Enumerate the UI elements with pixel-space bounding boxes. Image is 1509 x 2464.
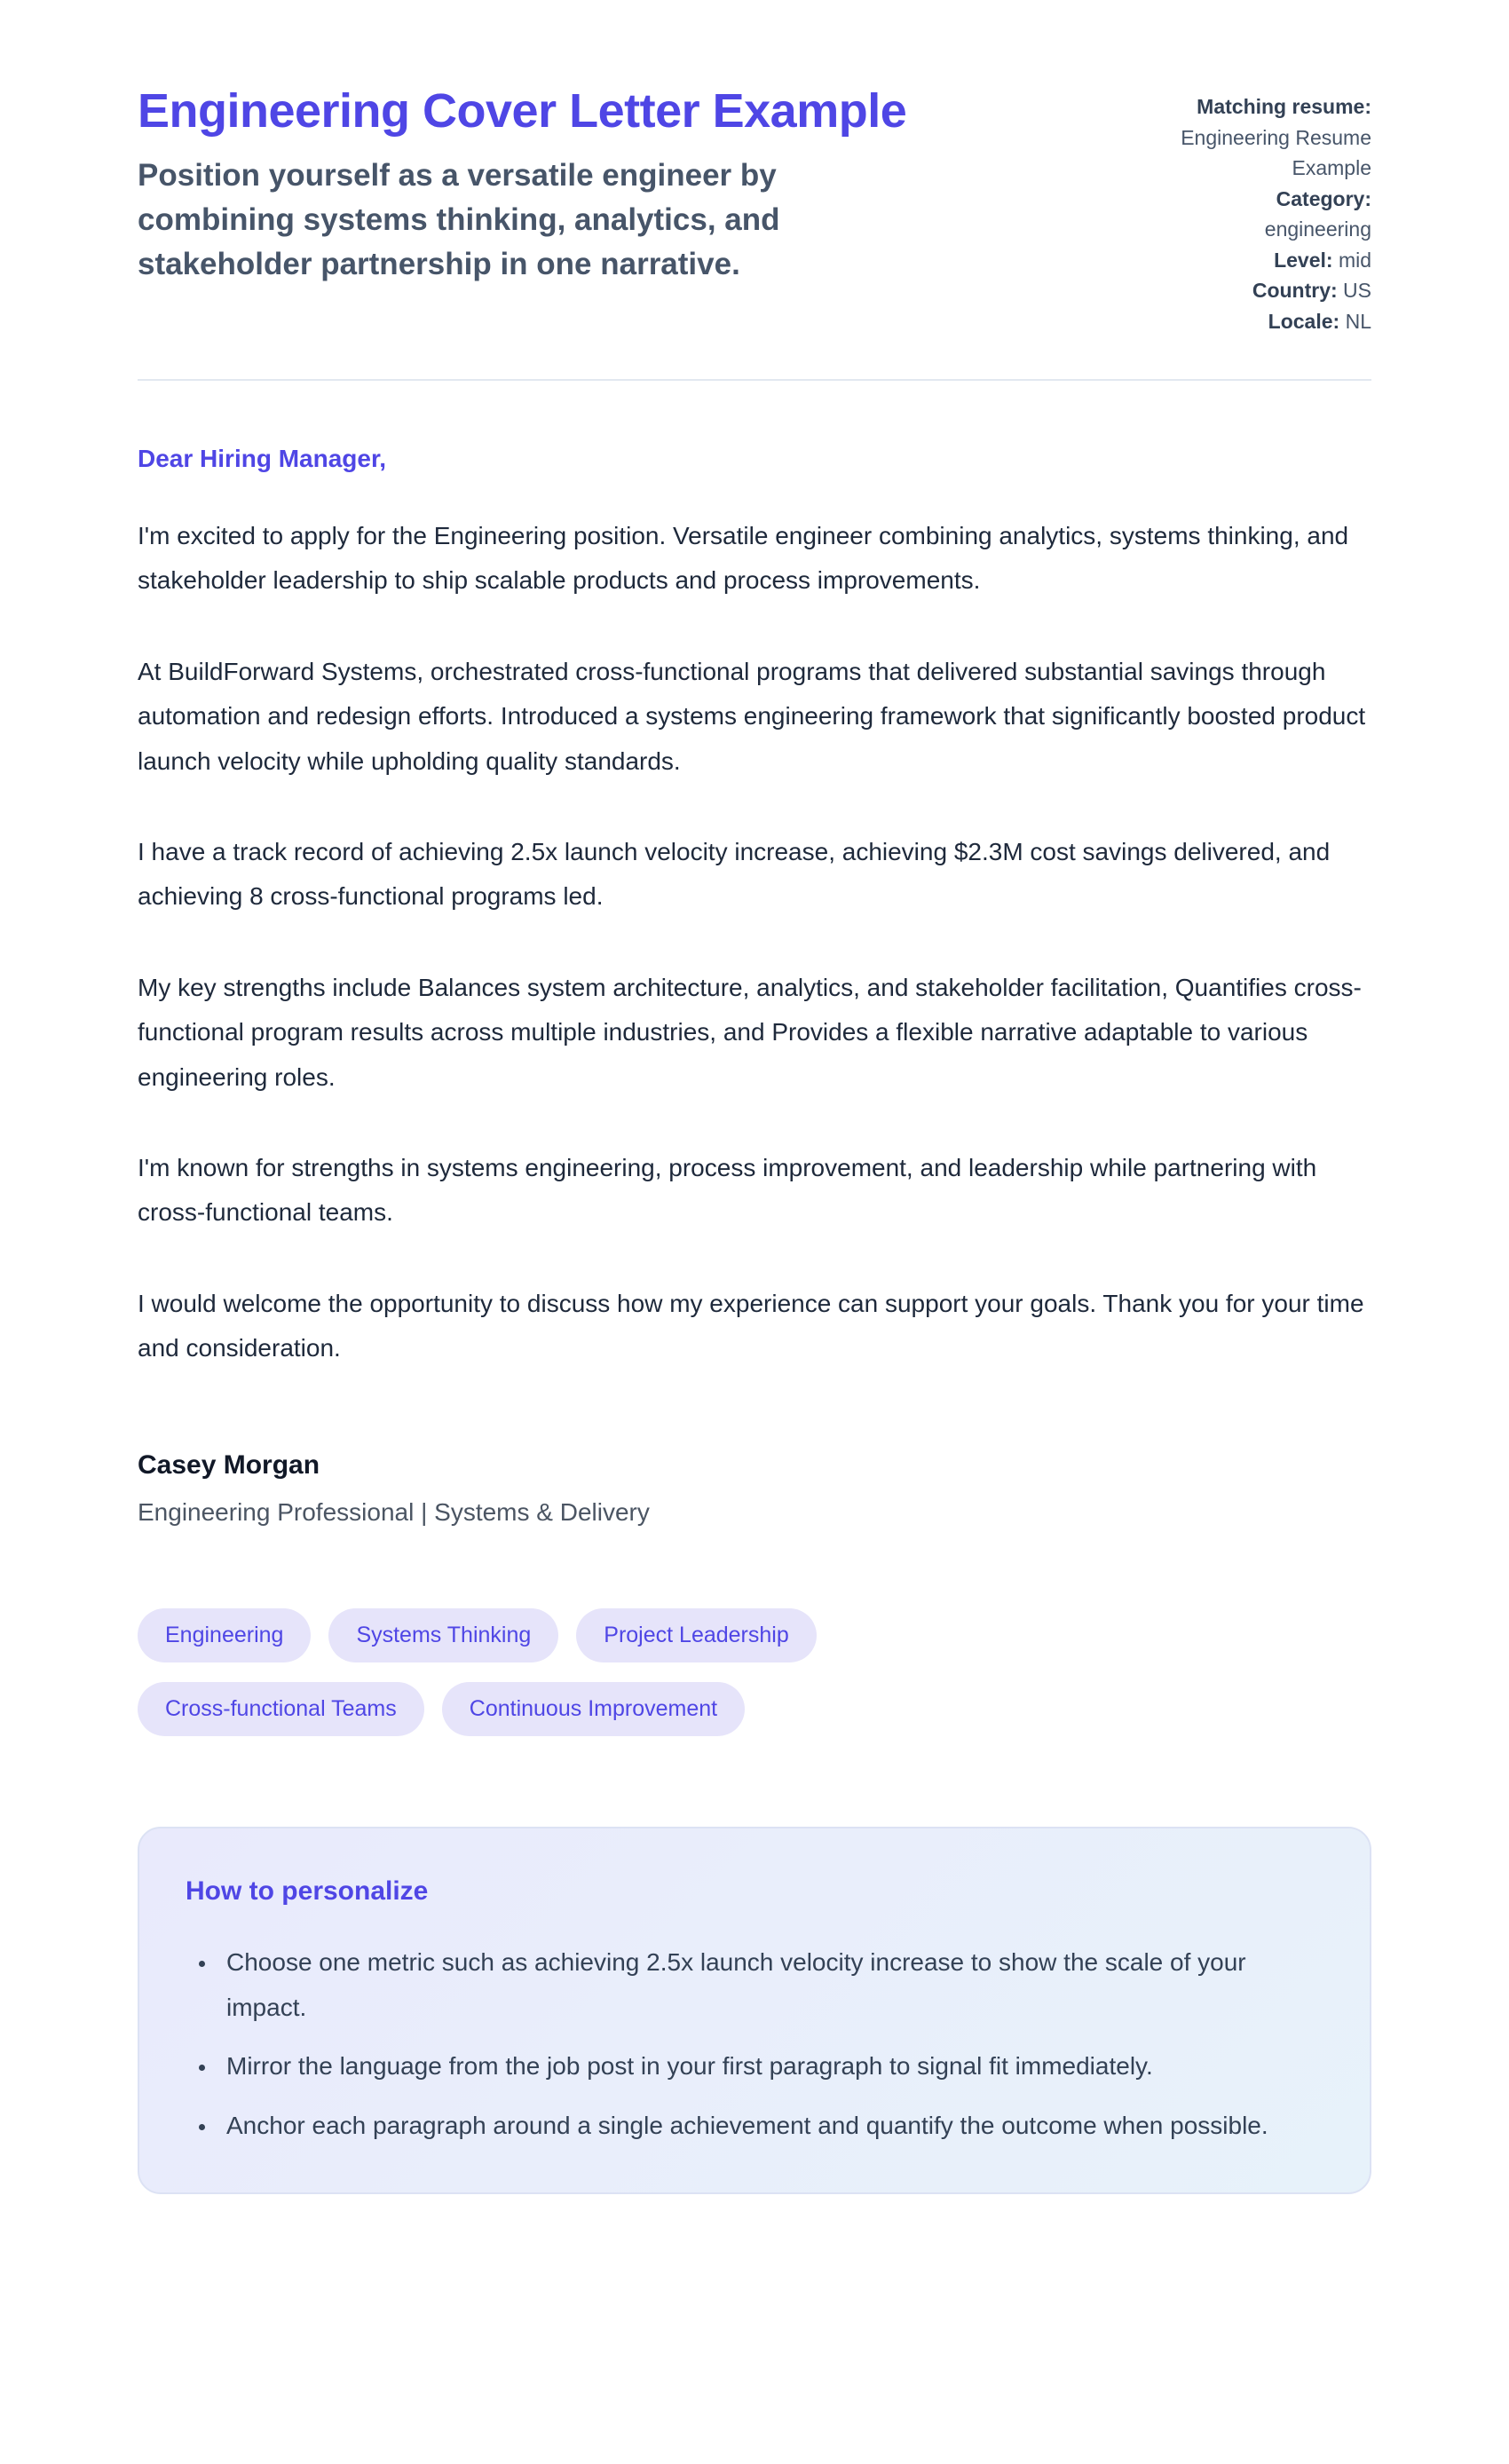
tips-box (138, 1827, 1371, 2194)
tips-item: • Anchor each paragraph around a single achievement and quantify the outcome when possible. (217, 2104, 1300, 2148)
signature-block (138, 1450, 1371, 1527)
letter-body (138, 514, 1371, 1370)
page-title: Engineering Cover Letter Example (138, 84, 907, 138)
tips-list (186, 1940, 1318, 2148)
meta-level-value: mid (1338, 248, 1371, 272)
letter-paragraph: My key strengths include Balances system architecture, analytics, and stakeholder facilitation, Quantifies cross-functional program results across multiple industries, and Provides a flexible narrative adaptable to various engineering roles. (138, 973, 1362, 1091)
header-divider (138, 379, 1371, 381)
tag-cross-functional-teams: Cross-functional Teams (138, 1682, 424, 1736)
meta-country-row (1130, 275, 1371, 306)
letter-greeting: Dear Hiring Manager, (138, 445, 387, 472)
meta-category-label: Category: (1276, 186, 1371, 210)
tag-systems-thinking: Systems Thinking (328, 1608, 558, 1662)
tips-heading: How to personalize (186, 1876, 429, 1907)
tag-engineering: Engineering (138, 1608, 311, 1662)
tag-continuous-improvement: Continuous Improvement (442, 1682, 745, 1736)
tips-item: • Mirror the language from the job post in your first paragraph to signal fit immediately. (217, 2044, 1300, 2089)
page-subtitle: Position yourself as a versatile engineer by combining systems thinking, analytics, and stakeholder partnership in one narrative. (138, 158, 780, 281)
signature-name: Casey Morgan (138, 1450, 320, 1481)
meta-locale-value: NL (1345, 309, 1371, 333)
resume-meta (1130, 84, 1371, 336)
letter-header (138, 84, 1371, 336)
meta-country-value: US (1343, 279, 1371, 302)
letter-paragraph: At BuildForward Systems, orchestrated cross-functional programs that delivered substantial savings through automation and redesign efforts. Introduced a systems engineering framework that significantly boosted product launch velocity while upholding quality standards. (138, 657, 1366, 775)
meta-matching-resume-value: Engineering Resume Example (1181, 125, 1371, 179)
meta-level-row (1130, 245, 1371, 276)
tag-project-leadership: Project Leadership (576, 1608, 816, 1662)
letter-paragraph: I would welcome the opportunity to discuss how my experience can support your goals. Thank you for your time and consideration. (138, 1289, 1364, 1362)
tips-item: • Choose one metric such as achieving 2.5x launch velocity increase to show the scale of your impact. (217, 1940, 1300, 2030)
letter-paragraph: I'm known for strengths in systems engineering, process improvement, and leadership while partnering with cross-functional teams. (138, 1153, 1317, 1227)
meta-matching-resume-label: Matching resume: (1197, 95, 1371, 118)
tag-list (138, 1608, 1114, 1736)
meta-matching-resume-row (1130, 91, 1371, 184)
signature-role: Engineering Professional | Systems & Delivery (138, 1498, 650, 1527)
meta-level-label: Level: (1274, 248, 1333, 272)
letter-paragraph: I have a track record of achieving 2.5x launch velocity increase, achieving $2.3M cost savings delivered, and achieving 8 cross-functional programs led. (138, 837, 1331, 911)
meta-country-label: Country: (1252, 279, 1338, 302)
letter-paragraph: I'm excited to apply for the Engineering position. Versatile engineer combining analytics, systems thinking, and stakeholder leadership to ship scalable products and process improvements. (138, 522, 1349, 595)
meta-category-value: engineering (1264, 217, 1371, 241)
meta-locale-label: Locale: (1268, 309, 1340, 333)
header-title-block (138, 84, 919, 287)
meta-category-row (1130, 184, 1371, 245)
meta-locale-row (1130, 306, 1371, 337)
